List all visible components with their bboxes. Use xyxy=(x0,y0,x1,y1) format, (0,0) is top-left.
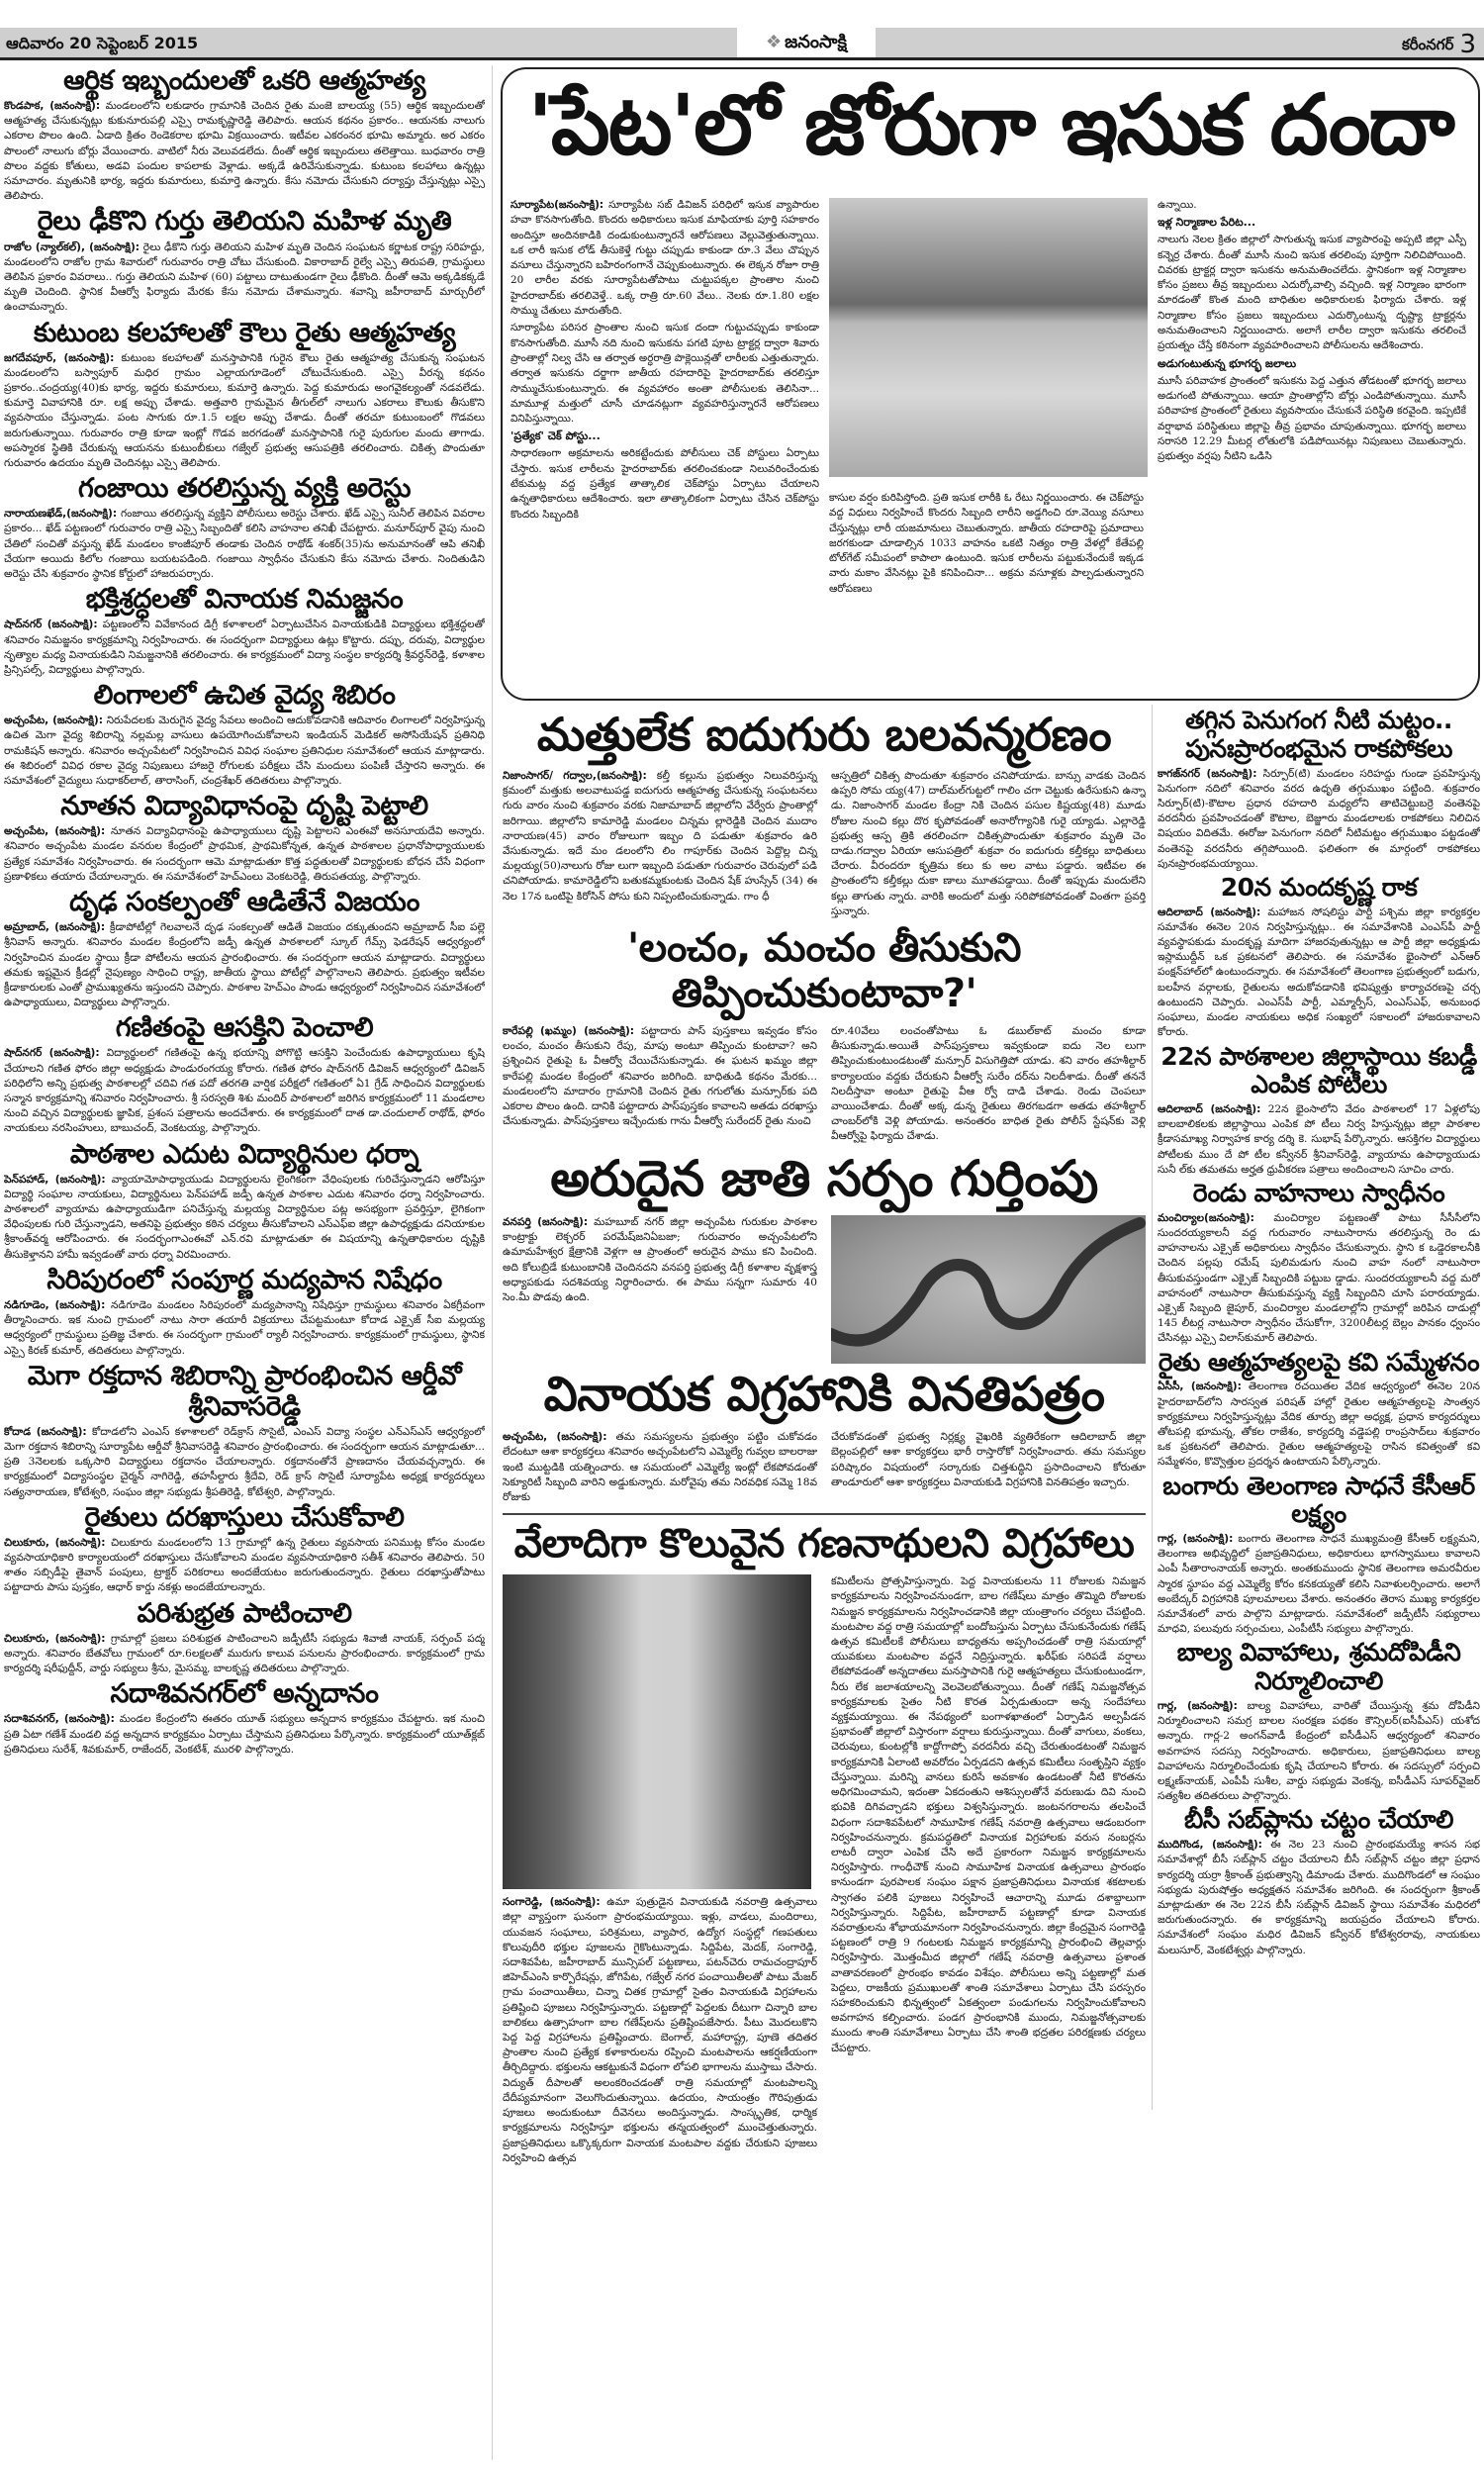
article-text: నాలుగు నెలల క్రితం జిల్లాలో సాగుతున్న ఇసుక వ్యాపారంపై అప్పటి జిల్లా ఎస్పీ కన్నెర్ర చేశారు. దీంతో మూసీ నుంచి ఇసుక తరలింపు పూర్తిగా నిలిచిపోయింది. చివరకు ట్రాక్టర్ల ద్వారా ఇసుకను అనుమతించలేదు. స్థానికంగా ఇళ్ల నిర్మాణాల కోసం ప్రజలు తీవ్ర ఇబ్బందులు ఎదుర్కోవాల్సి వచ్చింది. ఇళ్ల నిర్మాణం భారంగా మారడంతో కొంత మంది బాధితుల అధికారులకు ఫిర్యాదు చేశారు. ఇళ్ల నిర్మాణాల కోసం ప్రజలు ఇబ్బందులు ఎదుర్కొంటున్న దృష్ట్యా ట్రాక్టర్లను అనుమతించాలని నిర్ణయించారు. అలాగే లారీల ద్వారా ఇసుకను తరలించే ప్రయత్నం చేస్తే కఠినంగా వ్యవహరించాలని పోలీసులను ఆదేశించారు. xyxy=(1158,234,1466,352)
article-text: సిర్పూర్(టి) మండలం సరిహద్దు గుండా ప్రవహిస్తున్న పెనుగంగా నదిలో శనివారం వరద ఉధృతి తగ్గుముఖం పట్టింది. శుక్రవారం సిర్పూర్(టి)-కౌటాల ప్రధాన రహదారి మధ్యలోని తాటిచెట్టుబర్రె వంతెనపై వరదనీరు ప్రవహించడంతో కౌటాల, బెజ్జూరు మండలాలకు రాకపోకలు నిలిచిన విషయం విదితమే. ఈరోజు పెనుగంగా నదిలో నీటిమట్టం తగ్గుముఖం పట్టడంతో వంతెనపై వరదనీరు తగ్గిపోయింది. ఫలితంగా ఈ మార్గంలో రాకపోకలు పునఃప్రారంభమయ్యాయి. xyxy=(1158,767,1480,870)
headline: అరుదైన జాతి సర్పం గుర్తింపు xyxy=(550,1149,1098,1207)
newspaper-logo xyxy=(737,28,876,57)
subheading: ఇళ్ల నిర్మాణాల పేరిట... xyxy=(1158,216,1256,230)
article-text: మహబూబ్ నగర్ జిల్లా అచ్చంపేట గురుకుల పాఠశాల కాంట్రాక్టు లెక్చరర్ పరమేష్‌జనిఏబజా; గురువారం అచ్చంపేటలోని ఉమామహేశ్వర క్షేత్రానికి వెళ్లగా ఆ ప్రాంతంలో అరుదైన పాము కని పించింది. అది కోలుబ్రిడే కుటుంబానికి చెందినదని వనపర్తి ప్రభుత్వ డిగ్రీ కళాశాల వృక్షశాస్త్ర అధ్యాపకుడు సదశివయ్య నిర్ధారించారు. ఈ పాము సన్నగా సుమారు 40 సెం.మీ పొడవు ఉంది. xyxy=(503,1216,817,1304)
article-text: రూ.40వేలు లంచంతోపాటు ఓ డబుల్‌కాట్ మంచం కూడా తీసుకున్నాడు.అయితే పాస్‌పుస్తకాలు ఇవ్వకుండా ఐదు నెల లుగా తిప్పించుకుంటుండటంతో మన్సూర్ విసుగెత్తిపో యాడు. శని వారం తహశీల్దార్ కార్యాలయం వద్దకు చేరుకుని వీఆర్వో సురేం దర్‌ను నిలదీశాడు. దీంతో తననే నిలదీస్తావా అంటూ రైతుపై వీఆ ర్వో దాడి చేశాడు. రెండు చెంపలూ వాయించేశాడు. దీంతో అక్క డున్న రైతులు తిరగబడగా అతడు తహశీల్దార్ చాంబర్‌లోకి వెళ్లి పోయాడు. అనంతరం బాధిత రైతు పోలీస్ స్టేషన్‌కు వెళ్లి వీఆర్వోపై ఫిర్యాదు చేశాడు. xyxy=(831,1024,1146,1143)
article-text: వ్యాయామోపాధ్యాయుడు విద్యార్థులను లైంగికంగా వేధింపులకు గురిచేస్తున్నాడని ఆరోపిస్తూ విద్యార్థి సంఘాల నాయకులు, విద్యార్థినులు పెన్‌పహాడ్ జడ్పీ ఉన్నత పాఠశాల ఎదుట శనివారం ధర్నా నిర్వహించారు. పాఠశాలలో వ్యాయామ ఉపాధ్యాయుడిగా పనిచేస్తున్న మల్లయ్య విద్యార్థినుల పట్ల అసభ్యంగా ప్రవర్తిస్తూ, లైగికంగా వేధింపులకు గురి చేస్తున్నాడని, అతనిపై ప్రభుత్వం కఠిన చర్యలు తీసుకోవాలని ఎస్ఎఫ్ఐ జిల్లా ఉపాధ్యక్షుడు దనియాకుల శ్రీకాంత్‌వర్మ ఆరోపించారు. ఈ సందర్భంగాఎంఈవో ఎన్.రవి మాట్లాడుతూ ఈ విషయాన్ని ఉన్నతాధికారుల దృష్టికి తీసుకెళ్తానని హామీ ఇవ్వడంతో వారు ధర్నా విరమించారు. xyxy=(4,1173,485,1261)
headline: రైతు ఆత్మహత్యలపై కవి సమ్మేళనం xyxy=(1158,1347,1480,1377)
article xyxy=(4,206,485,315)
article-text: కమిటీలను ప్రోత్సహిస్తున్నారు. పెద్ద వినాయకులను 11 రోజులకు నిమజ్జన కార్యక్రమాలను నిర్వహించనుండగా, బాల గణేష్‌లు మాత్రం తొమ్మిది రోజులకు నిమజ్జన కార్యక్రమాలను నిర్వహించడానికి జిల్లా యంత్రాంగం చర్యలు చేపట్టింది. మంటపాల వద్ద రాత్రి సమయాల్లో బందోబస్తును ఏర్పాటు చేసుకునేందుకు గణేష్ ఉత్సవ కమిటీలకే పోలీసులు బాధ్యతను అప్పగించడంతో రాత్రి సమయాల్లో యువకులు మంటపాల వద్దనే నిద్రిస్తున్నారు. ఖరీఫ్‌కు సరిపడే వర్షాలు లేకపోవడంతో అన్నదాతలు మనస్తాపానికి గురై ఆత్మహత్యలు చేసుకుంటుండగా, నీరు లేక జలాశయాలన్ని వెలవెలబోతున్నాయి. దీంతో గణేష్ నిమజ్జనోత్సవ కార్యక్రమాలకు సైతం నీటి కొరత ఏర్పడుతుందా అన్న సందేహాలు వ్యక్తమయ్యాయి. ఈ నేపథ్యంలో బంగాళఖాతంలో ఏర్పాడిన అల్పపీడన ప్రభావంతో జిల్లాలో విస్తారంగా వర్షాలు కురుస్తున్నాయి. దీంతో వాగులు, వంకలు, చెరువులు, కుంటల్లోకి కాద్దోగాప్పో వరదనీరు వచ్చి చేరుతుండటంతో నిమజ్జన కార్యక్రమానికి ఏలాంటి అవరోదం ఏర్పడదని ఉత్సవ కమిటీలు సంతృప్తిని వ్యక్తం చేస్తున్నాయి. మరిన్ని వానలు కురిసే అవకాశం ఉండటంతో నీటి కొరతను అధిగమించామని, ఇదంతా ఏకదంతుని ఆశిస్సులతోనే వరుణుడు దివి నుంచి భువికి దిగివచ్చాడని భక్తులు విశ్వసిస్తున్నారు. జంటనగరాలను తలపించే విధంగా సదాశివపేటలో సామూహిక గణేష్ నవరాత్రి ఉత్సవాలు ఆడంబరంగా నిర్వహించనున్నారు. క్రమపద్ధతిలో వినాయక విగ్రహాలకు వరుస నంబర్లను లాటరీ ద్వారా ఎంపిక చేసి అదే ప్రకారంగా నిమజ్జన కార్యక్రమాలను నిర్వహిస్తారు. గాంధీచౌక్ నుంచి సామూహిక వినాయక ఉత్సవాలు ప్రారంభం కానుండగా పురపాలక సంఘం పక్షాన ప్రజాప్రతినిధులు వినాయక శకటాలకు స్వాగతం పలికి పూజలు నిర్వహించే ఆచారాన్ని మూడు దశాబ్దాలుగా నిర్వహిస్తున్నారు. సిద్దిపేట, జహీరాబాద్ పట్టణాల్లో కూడా వినాయక నవరాత్రులను శోభాయమానంగా నిర్వహించనున్నారు. జిల్లా కేంద్రమైన సంగారెడ్డి పట్టణంలో రాత్రి 9 గంటలకు నిమజ్జన కార్యక్రమాన్ని ప్రారంభించి తెల్లవార్లు నిర్వహిస్తారు. మొత్తంమీద జిల్లాలో గణేష్ నవరాత్రి ఉత్సవాలు ప్రశాంత వాతావరణంలో ప్రారంభం కావడం విశేషం. పోలీసులు అన్ని పట్టణాల్లో మత పెద్దలు, రాజకీయ ప్రముఖులతో శాంతి సమావేశాలు ఏర్పాటు చేసి పరస్పరం సహకరించుకుని భిన్నత్వంలో ఏకత్వంలా పండుగలను నిర్వహించుకోవాలని అవగాహన కల్పించారు. పండగ ప్రారంభానికి ముందు, నిమజ్జనోత్సవాలకు ముందు శాంతి సమావేశాలు ఏర్పాటు చేసి శాంతి భద్రతల పరిరక్షణకు చర్యలు చేపట్టారు. xyxy=(831,1575,1146,2054)
article xyxy=(503,709,1146,921)
dateline: సూర్యాపేట(జనంసాక్షి): xyxy=(510,199,604,211)
sand-pile-photo xyxy=(829,198,1148,477)
headline: దృఢ సంకల్పంతో ఆడితేనే విజయం xyxy=(69,887,419,918)
snake-illustration xyxy=(831,1215,1146,1364)
headline: వేలాదిగా కొలువైన గణనాథులని విగ్రహాలు xyxy=(513,1521,1135,1568)
headline: తగ్గిన పెనుగంగ నీటి మట్టం.. పునఃప్రారంభమైన రాకపోకలు xyxy=(1185,706,1452,763)
headline: రెండు వాహనాలు స్వాధీనం xyxy=(1192,1179,1445,1208)
edition-label xyxy=(1402,30,1476,59)
dateline: రాజోల (న్యాల్‌కల్), (జనంసాక్షి): xyxy=(4,240,140,253)
article-text: కల్తీ కల్లును ప్రభుత్వం నిలువరిస్తున్న క్రమంలో మత్తుకు అలవాటుపడ్డ ఐదుగురు ఆత్మహత్య చేసుకున్న సంఘటనలు గురు వారం నుంచి శుక్రవారం వరకు నిజామాబాద్ జిల్లాలోని వేర్వేరు ప్రాంతాల్లో జరిగాయి. జిల్లాలోని కామారెడ్డి మండలం చిన్నమ ల్లారెడ్డికి చెందిన ముదాం నారాయణ(45) వారం రోజులుగా ఇబ్బం ది పడుతూ శుక్రవారం ఉరి వేసుకున్నాడు. ఇదే మం డలంలోని లిం గాపూర్‌కు చెందిన పెద్దొల్ల చిన్న మల్లయ్య(50)నాలుగు రోజు లుగా ఇబ్బంది పడుతూ గురువారం చెరువులో పడి చనిపోయాడు. కామారెడ్డిలోని బతుకమ్మకుంటకు చెందిన షేక్ హుస్సేన్ (34) ఈ నెల 17న ఒంటిపై కిరోసిన్ పోసు కుని నిప్పంటించుకున్నాడు. గాం ధీ xyxy=(503,769,818,903)
article xyxy=(1158,1639,1480,1804)
article-text: మంచిర్యాల పట్టణంతో పాటు సీసీసీలోని సుందరయ్యకాలనీ వద్ద గురువారం నాటుసారాను తరలిస్తున్న రెం డు వాహనాలను ఎక్సైజ్ అధికారులు స్వాధీనం చేసుకున్నారు. స్థాని క ఒడ్డెరకాలనీకి చెందిన పల్లపు రమేష్ పులిమడుగు నుంచి వాహ నంలో నాటుసారా తీసుకువస్తుండగా ఎక్సైజ్ సిబ్బందికి పట్టుబ డ్డాడు. సుందరయ్యకాలనీ వద్ద మరో వాహనంలో నాటుసారా తీసుకువస్తున్న వ్యక్తి సిబ్బందిని చూసి పరారయ్యాడు. ఎక్సైజ్ సిబ్బంది జైపూర్, మంచిర్యాల మండలాల్లోని గ్రామాల్లో జరిపిన దాడుల్లో 145 లీటర్ల నాటుసారా స్వాధీనం చేసుకోగా, 3200లీటర్ల బెల్లం పానకం ధ్వంసం చేసినట్లు ఎస్సై విలాస్‌కుమార్ తెలిపారు. xyxy=(1158,1211,1480,1345)
article xyxy=(4,1361,485,1500)
article-text: పట్టణంలోని వివేకానంద డిగ్రీ కళాశాలలో ఏర్పాటుచేసిన వినాయకుడికి విద్యార్థులు భక్తిశ్రద్ధలతో శనివారం నిమజ్జనం కార్యక్రమాన్ని నిర్వహించారు. ఈ సందర్భంగా విద్యార్థులు ఉట్లు కొట్టారు. దప్పు, దరువు, విద్యార్థుల నృత్యాల మధ్య వినాయకుడిని నిమజ్జనానికి తరలించారు. ఈ కార్యక్రమంలో విద్యా సంస్థల కార్యదర్శి శ్రీవర్ధన్‌రెడ్డి, కళాశాల ప్రిన్సిపల్స్, విద్యార్థులు పాల్గొన్నారు. xyxy=(4,618,485,676)
dateline: చిలుకూరు, (జనంసాక్షి): xyxy=(4,1536,106,1549)
page-number: 3 xyxy=(1459,30,1476,59)
article xyxy=(1158,1806,1480,1957)
article-text: సూర్యాపేట పరిసర ప్రాంతాల నుంచి ఇసుక దందా గుట్టుచప్పుడు కాకుండా కొనసాగుతోంది. మూసీ నది నుంచి ఇసుకను పగటి పూట ట్రాక్టర్ల ద్వారా శివారు ప్రాంతాల్లో నిల్వ చేసి ఆ తర్వాత అర్ధరాత్రి పొక్లెయిన్లతో లారీలకు ఎత్తుతున్నారు. తర్వాత ఇసుకను దర్జాగా జాతీయ రహదారిపై హైదరాబాద్‌కు తరలిస్తూ సొమ్ముచేసుకుంటున్నారు. ఈ వ్యవహారం అంతా పోలీసులకు తెలిసినా... మామూళ్ల మత్తులో చూసీ చూడనట్లుగా వ్యవహరిస్తున్నారనే ఆరోపణలు వినిపిస్తున్నాయి. xyxy=(510,322,819,426)
issue-date: ఆదివారం 20 సెప్టెంబర్ 2015 xyxy=(6,34,199,52)
dateline: ఆదిలాబాద్ (జనంసాక్షి): xyxy=(1158,905,1261,918)
article xyxy=(503,1368,1146,1507)
dateline: కారేపల్లి (ఖమ్మం) (జనంసాక్షి): xyxy=(503,1024,635,1037)
article-text: మండలంలోని లకుడారం గ్రామానికి చెందిన రైతు మంజె బాలయ్య (55) ఆర్థిక ఇబ్బందులతో ఆత్మహత్య చేసుకున్నట్లు కుకునూరుపల్లి ఎస్సై రామకృష్ణారెడ్డి తెలిపారు. ఆయన కథనం ప్రకారం.. ఆయనకు నాలుగు ఎకరాల పొలం ఉంది. ఏడాది క్రితం రెండెకరాల భూమి విక్రయించారు. ఇటీవల ఎకరంనర భూమి అమ్మారు. అర ఎకరం పొలంలో నాలుగు బోర్లు వేయించారు. వాటిలో నీరు వెలువడలేదు. దీంతో ఆర్థిక ఇబ్బందులు తలెత్తాయి. బుధవారం రాత్రి పొలం వద్దకు కోతులు, అడవి పందుల కాపలాకు వెళ్లాడు. అక్కడే ఉరివేసుకున్నాడు. కుటుంబ కలహాలు ఉన్నట్లు సమాచారం. మృతునికి భార్య, ఇద్దరు కుమారులు, కుమార్తె ఉన్నారు. కేసు నమోదు చేసుకుని దర్యాప్తు చేస్తున్నట్లు ఎస్సై తెలిపారు. xyxy=(4,100,485,203)
dateline: కోదాడ (జనంసాక్షి): xyxy=(4,1425,87,1438)
feature-story-box xyxy=(501,67,1480,701)
headline: రైతులు దరఖాస్తులు చేసుకోవాలి xyxy=(84,1501,405,1533)
article xyxy=(1158,1349,1480,1471)
middle-column xyxy=(503,705,1146,2466)
article-text: తమ సమస్యలను ప్రభుత్వం పట్టిం చుకోవడం లేదంటూ ఆశా కార్యకర్తలు శనివారం అచ్చంపేటలోని ఎమ్మెల్యే గువ్వల బాలరాజు ఇంటి ముట్టడికి యత్నించారు. ఆ సమయంలో ఎమ్మెల్యే ఇంట్లో లేకపోవడంతో సెక్యూరిటీ సిబ్బంది వారిని అడ్డుకున్నారు. మరోవైపు తమ నిరవధిక సమ్మె 18వ రోజుకు xyxy=(503,1431,817,1504)
headline: బీసీ సబ్‌ప్లాను చట్టం చేయాలి xyxy=(1184,1805,1453,1835)
dateline: అమ్రాబాద్, (జనంసాక్షి): xyxy=(4,921,106,934)
dateline: నడిగూడెం, (జనంసాక్షి): xyxy=(4,1298,106,1311)
article-text: మూసీ పరివాహక ప్రాంతంలో ఇసుకను పెద్ద ఎత్తున తోడటంతో భూగర్భ జలాలు అడుగంటి పోతున్నాయి. ఆయా ప్రాంతాల్లోని బోర్లు ఎండిపోతున్నాయి. మూసీ పరివాహక ప్రాంతంలో రైతులు వ్యవసాయం చేసుకునే పరిస్థితి కరవైంది. ఇప్పటికే వర్షాభావ పరిస్థితులు జిల్లాపై తీవ్ర ప్రభావం చూపుతున్నాయి. భూగర్భ జలాలు సరాసరి 12.29 మీటర్ల లోతులోకి పడిపోయినట్లు నిపుణులు చెబుతున్నారు. ప్రభుత్వం వర్షపు నీటిని ఒడిసి xyxy=(1158,374,1466,463)
dateline: అచ్చంపేట, (జనంసాక్షి): xyxy=(4,714,103,727)
feature-column-1 xyxy=(510,198,819,693)
headline: కుటుంబ కలహాలతో కౌలు రైతు ఆత్మహత్య xyxy=(33,317,456,348)
headline: 20న మందకృష్ణ రాక xyxy=(1220,872,1418,902)
feature-column-3 xyxy=(1158,198,1466,693)
article-text: బాల్య వివాహాలు, వారితో చేయిస్తున్న శ్రమ దోపిడీని నిర్మూలించాలని సమగ్ర బాలల సంరక్షణ పథకం కౌన్సిలర్(ఐసీపీఎస్) యశోద అన్నారు. గార్ల-2 అంగన్‌వాడీ కేంద్రంలో ఐసీడీఎస్ ఆధ్వర్యంలో శనివారం అవగాహన సదస్సు నిర్వహించారు. అధికారులు, ప్రజాప్రతినిధులు బాల్య వివాహాలను నిర్మూలించేందుకు కృషి చేయాలని కోరారు. ఈ సదస్సులో సర్పంచి లక్ష్మణ్‌నాయక్, ఎంపీపీ సుశీల, వార్డు సభ్యుడు వెంకన్న, ఐసీడీఎస్ సూపర్‌వైజర్ సత్యశీల తదితరులు పాల్గొన్నారు. xyxy=(1158,1699,1480,1803)
article-text: గ్రామాల్లో ప్రజలు పరిశుభ్రత పాటించాలని జడ్పీటీసీ సభ్యుడు శివాజీ నాయక్, సర్పంచ్ పద్మ అన్నారు. శనివారం బేతవోలు గ్రామంలో రూ.6లక్షలతో మురుగు కాలువ పనులను ప్రారంభించారు. కార్యక్రమంలో గ్రామ కార్యదర్శి షరీఫుద్దీన్, వార్డు సభ్యులు శ్రీను, మైసమ్మ, బాలకృష్ణ తదితరులు పాల్గొన్నారు. xyxy=(4,1632,485,1675)
masthead-bar xyxy=(0,28,1484,60)
headline: మెగా రక్తదాన శిబిరాన్ని ప్రారంభించిన ఆర్డీవో శ్రీనివాసరెడ్డి xyxy=(27,1360,462,1422)
headline: ఆర్థిక ఇబ్బందులతో ఒకరి ఆత్మహత్య xyxy=(63,65,425,96)
feature-column-2 xyxy=(829,491,1144,693)
article-text: క్రీడాపోటీల్లో గెలవాలనే దృఢ సంకల్పంతో ఆడితే విజయం దక్కుతుందని అమ్రాబాద్ సీఐ పల్లె శ్రీనివాస్ అన్నారు. శనివారం మండల కేంద్రంలోని జడ్పీ ఉన్నత పాఠశాలలో స్కూల్ గేమ్స్ ఫెడరేషన్ ఆధ్వర్యంలో నిర్వహించిన మండల స్థాయి క్రీడా పోటీలను ఆయన ప్రారంభించారు. ఈ సందర్భంగా ఆయన మాట్లాడారు. విద్యార్థులు తమకు ఇష్టమైన క్రీడల్లో నైపుణ్యం సాధించి రాష్ట్ర, జాతీయ స్థాయి పోటీల్లో పాల్గొనాలని తెలిపారు. ప్రభుత్వం ఇటీవల క్రీడాకారులకు ఎంతో ప్రాముఖ్యతను ఇస్తుందని చెప్పారు. పాఠశాల హెచ్‌ఎం పాండు ఆధ్వర్యంలో నిర్వహించిన సమావేశంలో ఉపాధ్యాయులు, విద్యార్థులు పాల్గొన్నారు. xyxy=(4,921,485,1009)
article xyxy=(4,584,485,678)
article xyxy=(4,473,485,582)
article-text: తెలంగాణ రచయితల వేదిక ఆధ్వర్యంలో ఈనెల 20న హైదరాబాద్‌లోని సారస్వత పరిషత్ హాల్లో రైతుల ఆత్మహత్యలపై సాంత్వన కార్యక్రమాలు నిర్వహిస్తున్నట్లు వేదిక తూర్పు జిల్లా అధ్యక్ష, ప్రధాన కార్యదర్శులు తోటపల్లి భూమన్న, తోకల రాజేశం, కార్యదర్శి వడ్డెపల్లి రాంప్రసాద్‌లు శుక్రవారం ఒక ప్రకటనలో తెలిపారు. రైతుల ఆత్మహత్యలపై రాసిన కవిత్వంతో కవి సమ్మేళనం, కొవ్వొత్తుల ప్రదర్శన ఉంటాయని పేర్కొన్నారు. xyxy=(1158,1380,1480,1469)
article xyxy=(1158,874,1480,1041)
column-divider xyxy=(492,65,493,2460)
article xyxy=(1158,707,1480,872)
article xyxy=(1158,1043,1480,1179)
article xyxy=(503,925,1146,1147)
article-text: మహాజన సోషలిస్టు పార్టీ పశ్చిమ జిల్లా కార్యకర్తల సమావేశం ఈనెల 20న నిర్వహిస్తున్నట్లు.. ఈ సమావేశానికి ఎంఎస్‌పీ పార్టీ వ్యవస్థాపకుడు మందకృష్ణ మాదిగా హాజరవుతున్నట్లు ఆ పార్టీ జిల్లా అధ్యక్షుడు ఇస్లాముద్దీన్ ఒక ప్రకటనలో తెలిపారు. ఈ సమావేశం భైంసాలో ఎన్ఆర్ పంక్షన్‌హాల్‌లో ఉంటుందన్నారు. ఈ సమావేశంలో తెలంగాణ ప్రభుత్వంలో బడుగు, బలహీన వర్గాలకు, రైతులను అదుకోవడానికి భవిష్యత్తు కార్యాచరణపై చర్చ ఉంటుందని చెప్పారు. ఎంఎస్‌పీ పార్టీ, ఎమ్మార్పీస్, ఎంఎస్ఎఫ్, అనుబంధ సంఘాలు, మండల నాయకులు అధిక సంఖ్యలో సకాలంలో హాజరుకావాలని కోరారు. xyxy=(1158,905,1480,1039)
headline: బంగారు తెలంగాణ సాధనే కేసీఆర్ లక్ష్యం xyxy=(1162,1471,1475,1529)
article xyxy=(503,1521,1146,2168)
article xyxy=(1158,1473,1480,1638)
dateline: ఆదిలాబాద్ (జనంసాక్షి): xyxy=(1158,1103,1261,1115)
dateline: కొండపాక, (జనంసాక్షి): xyxy=(4,100,101,113)
section-divider xyxy=(503,1513,1146,1515)
article-text: చిలుకూరు మండలంలోని 13 గ్రామాల్లో ఉన్న రైతులు వ్యవసాయ పనిముట్ల కోసం మండల వ్యవసాయాధికారి కార్యాలయంలో దరఖాస్తులు చేసుకోవాలని మండల వ్యవసాయాధికారి సతీశ్ శనివారం తెలిపారు. 50 శాతం సబ్సిడీపై తైవాన్ పంపులు, ట్రాక్టర్ పరికరాలు అందజేయటం జరుగుతుందన్నారు. రైతులు దరఖాస్తుతోపాటు పట్టాదారు పాసు పుస్తకం, ఆధార్ కార్డు నకళ్లు అందజేయాలన్నారు. xyxy=(4,1536,485,1594)
column-divider xyxy=(1152,705,1153,2110)
dateline: నిజాంసాగర్/ గద్వాల,(జనంసాక్షి): xyxy=(503,769,647,782)
article xyxy=(4,65,485,204)
article-text: ఉమా పుత్రుడైన వినాయకుడి నవరాత్రి ఉత్సవాలు జిల్లా వ్యాప్తంగా ఘనంగా ప్రారంభమయ్యాయి. ఇళ్లు, వాడలు, మందిరాలు, యువజన సంఘాలు, పరిశ్రమలు, వ్యాపార, ఉద్యోగ సంస్థల్లో గణపతులు కొలువుదీరి భక్తుల పూజలను గైకొంటున్నాడు. సిద్దిపేట, మెదక్, సంగారెడ్డి, సదాశివపేట, జహీరాబాద్ మున్సిపల్ పట్టణాలు, పటన్‌చెరు రామచంద్రాపూర్ జిహెచ్‌ఎంసి కార్పొరేషన్లు, జోగిపేట, గజ్వేల్ నగర పంచాయితీలతో పాటు మేజర్ గ్రామ పంచాయితీలు, చిన్నా చితక గ్రామాల్లో సైతం వినాయకుడి విగ్రహాలను ప్రతిష్టించి పూజలు నిర్వహిస్తున్నారు. పట్టణాల్లో పెద్దలకు దీటుగా చిన్నారి బాల బాలికలు ఉత్సాహంగా బాల గణేష్‌లను ప్రతిష్టింపజేసారు. పీటు మొదలుకొని పెద్ద పెద్ద విగ్రహాలను ప్రతిష్టించారు. బెంగాల్, మహారాష్ట్ర, పూణె తదితర ప్రాంతాల నుంచి ప్రత్యేక కళాకారులను రప్పించి మంటపాలను ఆకర్షణీయంగా తీర్చిదిద్దారు. భక్తులను ఆకట్టుకునే విధంగా లోపలి భాగాలను ముస్తాబు చేసారు. విద్యుత్ దీపాలతో అలంకరించడంతో రాత్రి సమయాల్లో మంటపాలన్ని దేదీప్యమానంగా వెలుగొందుతున్నాయి. ఉదయం, సాయంత్రం గౌరిపుత్రుడు పూజలు అందుకుంటూ దీవెనలు అందిస్తున్నాడు. సాంస్కృతిక, ధార్మిక కార్యక్రమాలను నిర్వహిస్తూ భక్తులను తన్మయత్వంలో ముంచెత్తుతున్నారు. ప్రజాప్రతినిధులు ఒక్కొక్కరుగా వినాయక మంటపాల వద్దకు చేరుకుని పూజలు నిర్వహించి ఉత్సవ xyxy=(503,1896,818,2164)
article xyxy=(4,1502,485,1596)
dateline: నారాయణఖేడ్,(జనంసాక్షి): xyxy=(4,508,118,521)
article-text: విద్యార్థులలో గణితంపై ఉన్న భయాన్ని పోగొట్టి ఆసక్తిని పెంచేందుకు ఉపాధ్యాయులు కృషి చేయాలని గణిత ఫోరం జిల్లా అధ్యక్షుడు పాండురంగయ్య కోరారు. గణిత ఫోరం షాద్‌నగర్ డివిజన్ ఆధ్వర్యంలో డివిజన్ పరిధిలోని అన్ని ప్రభుత్వ పాఠశాలల్లో చదివి గత పదో తరగతి వార్షిక పరీక్షలో గణితంలో ఏ1 గ్రేడ్ సాధించిన విద్యార్థులకు సన్మాన కార్యక్రమాన్ని శనివారం నిర్వహించారు. శ్రీ సరస్వతి శిశు మందిర్ పాఠశాలలో జరిగిన కార్యక్రమంలో 11 మండలాల నుంచి వచ్చిన విద్యార్థులకు జ్ఞాపిక, ప్రశంస పత్రాలను అందచేశారు. ఈ కార్యక్రమంలో దాత డా.చందులాల్ రాథోడ్, ఫోరం నాయకులు నరసింహులు, బాబుచంద్, వెంకటయ్య, పాల్గొన్నారు. xyxy=(4,1047,485,1135)
right-column xyxy=(1158,705,1480,2466)
dateline: గార్ల, (జనంసాక్షి): xyxy=(1158,1533,1234,1546)
dateline: షాద్‌నగర్ (జనంసాక్షి): xyxy=(4,618,98,631)
article-text: బంగారు తెలంగాణ సాధనే ముఖ్యమంత్రి కేసీఆర్ లక్ష్యమని, తెలంగాణ అభివృద్ధిలో ప్రజాప్రతినిధులు, అధికారులు భాగస్వాములు కావాలని ఎంపీ సీతారాంనాయక్ అన్నారు. అంతకుముందు స్థానిక తెలంగాణ అమరవీరుల స్మారక స్థూపం వద్ద ఎమ్మెల్యే కోరం కనకయ్యతో కలిసి నివాళులర్పించారు. అలాగే అంబేద్కర్ విగ్రహానికి పూలమాలలు వేశారు. అనంతరం తెరాస ముఖ్య కార్యకర్తల సమావేశంలో వారు పాల్గొని మాట్లాడారు. సమావేశంలో జడ్పీటీసీ సభ్యురాలు మాధవి, పలువురు సర్పంచులు, ఎంపీటీసీ సభ్యులు పాల్గొన్నారు. xyxy=(1158,1533,1480,1636)
dateline: సదాశివనగర్, (జనంసాక్షి): xyxy=(4,1713,115,1726)
article xyxy=(4,318,485,472)
dateline: ముదిగొండ, (జనంసాక్షి): xyxy=(1158,1839,1262,1852)
article xyxy=(4,1598,485,1677)
article xyxy=(4,1139,485,1263)
dateline: అచ్చంపేట, (జనంసాక్షి): xyxy=(4,825,106,838)
article-text: కుటుంబ కలహాలతో మనస్తాపానికి గురైన కౌలు రైతు ఆత్మహత్య చేసుకున్న సంఘటన మండలంలోని బస్వాపూర్ మధిర గ్రామం ఎల్లాయగూడెంలో చోటుచేసుకుంది. ఎస్సై వీరన్న కథనం ప్రకారం..చంద్రయ్య(40)కు భార్య, ఇద్దరు కుమారులు, కుమార్తె ఉన్నారు. పెద్ద కుమారుడు అంగవైకల్యంతో నడవలేడు. కుమార్తె వివాహానికి రూ. లక్ష అప్పు చేశాడు. అత్తవారి గ్రామమైన తీగుల్‌లో నాలుగు ఎకరాలు కౌలుకు తీసుకొని వ్యవసాయం చేస్తున్నాడు. పంట సాగుకు రూ.1.5 లక్షల అప్పు చేశాడు. దీంతో తరచూ కుటుంబంలో గొడవలు జరుగుతున్నాయి. గురువారం రాత్రి కూడా ఇంట్లో గొడవ జరగడంతో మనస్తాపానికి గురై పురుగుల మందు తాగాడు. అపస్మారక స్థితికి చేరుకున్న ఆయనను కుటుంబీకులు గజ్వేల్ ప్రభుత్వ ఆసుపత్రికి తరలించారు. చికిత్స పొందుతూ గురువారం ఉదయం మృతి చెందినట్లు ఎస్సై తెలిపారు. xyxy=(4,351,485,469)
subheading: 'ప్రత్యేక' చెక్ పోస్టు... xyxy=(510,429,601,443)
article-text: ఈ నెల 23 నుంచి ప్రారంభమయ్యే శాసన సభ సమావేశాల్లో బీసీ సబ్‌ప్లాన్ చట్టం చేయాలని బీసీ సబ్‌ప్లాన్ చట్టం జిల్లా ప్రధాన కార్యదర్శి యర్రా శ్రీకాంత్ ప్రభుత్వాన్ని డిమాండు చేశారు. ముదిగొండలో ఆ సంఘం సభ్యుడు పురుషోత్తం అధ్యక్షతన సమావేశం జరిగింది. ఈ సందర్భంగా శ్రీకాంత్ మాట్లాడుతూ ఈ నెల 22న బీసీ సబ్‌ప్లాన్ డివిజన్ స్థాయి సమావేశం మధిరలో జరుగుతుందన్నారు. ఈ కార్యక్రమాన్ని జయప్రదం చేయాలని కోరారు. సమావేశంలో సంఘం మధిర డివిజన్ కన్వీనర్ కోటేశ్వరరావు, నాయకులు మలుసూర్, వెంకటేశ్వర్లు పాల్గొన్నారు. xyxy=(1158,1839,1480,1956)
dateline: ఏసీసీ, (జనంసాక్షి): xyxy=(1158,1380,1242,1393)
article-text: చేరుకోవడంతో ప్రభుత్వ నిర్లక్ష్య వైఖరికి వ్యతిరేకంగా ఆదిలాబాద్ జిల్లా బెల్లంపల్లిలో ఆశా కార్యకర్తలు భారీ రాస్తారోకో నిర్వహించారు. తమ సమస్యల పరిష్కారం విషయంలో సర్కారుకు చిత్తశుద్ధిని ప్రసాదించాలని కోరుతూ తాండూరులో ఆశా కార్యకర్తలు వినాయకుడి విగ్రహానికి వినతిపత్రం ఇచ్చారు. xyxy=(831,1431,1146,1488)
dateline: పెన్‌పహాడ్, (జనంసాక్షి): xyxy=(4,1173,106,1186)
headline: 22న పాఠశాలల జిల్లాస్థాయి కబడ్డీ ఎంపిక పోటీలు xyxy=(1160,1041,1477,1099)
article-text: నిరుపేదలకు మెరుగైన వైద్య సేవలు అందించి ఆదుకోవడానికి ఆదివారం లింగాలలో నిర్వహిస్తున్న ఉచిత మెగా వైద్య శిబిరాన్ని నల్లమల్ల వాసులు ఉపయోగించుకోవాలని ఇండియన్ మెడికల్ అసోసియేషన్ ప్రతినిధి రామకిషన్ అన్నారు. శనివారం అచ్చంపేటలో నిర్వహించిన వివిధ సంఘాల ప్రతినిధుల సమావేశంలో ఆయన మాట్లాడారు. ఈ శిబిరంలో వివిధ రకాల వైద్య నిపుణులు హాజరై రోగులకు పరీక్షలు చేసి మందులు పంపిణీ చేస్తారని అన్నారు. ఈ సమావేశంలో వైద్యులు సుధాకర్‌లాల్, తారాసింగ్, చంద్రశేఖర్ తదితరులు పాల్గొన్నారు. xyxy=(4,714,485,787)
dateline: షాద్‌నగర్ (జనంసాక్షి): xyxy=(4,1047,100,1060)
logo-text: జనంసాక్షి xyxy=(785,32,847,52)
article-text: సూర్యాపేట సబ్ డివిజన్ పరిధిలో ఇసుక వ్యాపారుల హవా కొనసాగుతోంది. కొందరు అధికారులు ఇసుక మాఫియాకు పూర్తి సహకారం అందిస్తూ అందినకాడికి దండుకుంటున్నారనే ఆరోపణలు వెల్లువెత్తుతున్నాయి. ఒక లారీ ఇసుక లోడ్ తీసుకెళ్తే గుట్టు చప్పుడు కాకుండా రూ.3 వేలు చొప్పున వసూలు చేస్తున్నారని బహిరంగంగానే చెప్పుకుంటున్నారు. ఈ లెక్కన రోజూ రాత్రి 20 లారీల వరకు సూర్యాపేటతోపాటు చుట్టుపక్కల ప్రాంతాల నుంచి హైదరాబాద్‌కు తరలివెళ్తే.. ఒక్క రాత్రి రూ.60 వేలు.. నెలకు రూ.1.80 లక్షల సొమ్ము చేతులు మారుతోంది. xyxy=(510,199,819,318)
article xyxy=(4,1265,485,1359)
headline: గంజాయి తరలిస్తున్న వ్యక్తి అరెస్టు xyxy=(78,473,411,505)
headline: పరిశుభ్రత పాటించాలి xyxy=(137,1597,352,1629)
headline: సదాశివనగర్‌లో అన్నదానం xyxy=(110,1678,379,1710)
edition-name: కరీంనగర్ xyxy=(1401,36,1454,53)
article-text: మండల కేంద్రంలోని ఈతరం యూత్ సభ్యులు అన్నదాన కార్యక్రమం చేపట్టారు. ఇక నుంచి ప్రతి ఏటా గణేశ్ మండలి వద్ద అన్నదాన కార్యక్రమం ఏర్పాటు చేస్తామని ప్రతినిధులు పేర్కొన్నారు. కార్యక్రమంలో యూత్‌క్లబ్ ప్రతినిధులు సురేశ్, శివకుమార్, రాజేందర్, వెంకటేశ్, మురళి పాల్గొన్నారు. xyxy=(4,1713,485,1756)
article xyxy=(4,791,485,885)
article-text: సాధారణంగా అక్రమాలను అరికట్టేందుకు పోలీసులు చెక్ పోస్టులు ఏర్పాటు చేస్తారు. ఇసుక లారీలను హైదరాబాద్‌కు తరలించకుండా నిలువరించేందుకు టేకుమట్ల వద్ద ప్రత్యేక తాత్కాలిక చెక్‌పోస్టు ఏర్పాటు చేయాలని ఉన్నతాధికారులు ఆదేశించారు. ఇలా తాత్కాలికంగా ఏర్పాటు చేసిన చెక్‌పోస్టు కొందరు సిబ్బందికి xyxy=(510,447,819,521)
article-text: గంజాయి తరలిస్తున్న వ్యక్తిని పోలీసులు అరెస్టు చేశారు. ఖేడ్ ఎస్సై సునీల్ తెలిపిన వివరాల ప్రకారం... ఖేడ్ పట్టణంలో గురువారం రాత్రి ఎస్సై సిబ్బందితో కలిసి వాహనాల తనిఖీ చేపట్టారు. మనూర్‌పూర్ వైపు నుంచి చేతిలో సంచితో వస్తున్న ఖేడ్ మండలం కాంజీపూర్ తండాకు చెందిన రాథోడ్ శంకర్(35)ను అనుమానంతో ఆపి తనిఖీ చేయగా అయిదు కిలోల గంజాయి బయటపడింది. గంజాయి స్వాధీనం చేసుకుని కేసు నమోదు చేశారు. నిందితుడిని అరెస్టు చేసి శుక్రవారం స్థానిక కోర్టులో హాజరుపర్చారు. xyxy=(4,508,485,581)
left-column xyxy=(4,63,485,2458)
headline: గణితంపై ఆసక్తిని పెంచాలి xyxy=(115,1012,374,1044)
headline: రైలు ఢీకొని గుర్తు తెలియని మహిళ మృతి xyxy=(37,206,452,238)
dateline: గార్ల, (జనంసాక్షి): xyxy=(1158,1699,1238,1712)
headline: నూతన విద్యావిధానంపై దృష్టి పెట్టాలి xyxy=(60,791,428,822)
article xyxy=(4,1012,485,1136)
article-text: రైలు ఢీకొని గుర్తు తెలియని మహిళ మృతి చెందిన సంఘటన కర్ణాటక రాష్ట్ర సరిహద్దు, మండలంలోని రాజోల గ్రామ శివారులో గురువారం రాత్రి చోటు చేసుకుంది. వికారాబాద్ రైల్వే ఎస్సై తిరుపతి, గ్రామస్థులు తెలిపిన ప్రకారం వివరాలు.. గుర్తు తెలియని మహిళ (60) పట్టాలు దాటుతుండగా రైలు ఢీకొంది. దీంతో ఆమె అక్కడికక్కడే మృతి చెందింది. స్థానిక వీఆర్వో ఫిర్యాదు మేరకు కేసు నమోదు చేశామన్నారు. శవాన్ని జహీరాబాద్ మార్చురీలో ఉంచామన్నారు. xyxy=(4,240,485,314)
dateline: అచ్చంపేట, (జనంసాక్షి): xyxy=(503,1431,607,1444)
logo-emblem-icon: ❖ xyxy=(765,32,783,52)
subheading: అడుగంటుతున్న భూగర్భ జలాలు xyxy=(1158,356,1297,370)
article xyxy=(4,680,485,789)
article xyxy=(4,1678,485,1758)
dateline: మంచిర్యాల(జనంసాక్షి): xyxy=(1158,1211,1254,1224)
dateline: జగదేవపూర్, (జనంసాక్షి): xyxy=(4,351,115,364)
headline: బాల్య వివాహాలు, శ్రమదోపిడీని నిర్మూలించాలి xyxy=(1176,1638,1461,1696)
article-text: కాసుల వర్షం కురిపిస్తోంది. ప్రతి ఇసుక లారీకి ఓ రేటు నిర్ణయించారు. ఈ చెక్‌పోస్టు వద్ద విధులు నిర్వహించే కొందరు సిబ్బంది లారీని అడ్డగించి రూ.వెయ్యి వసూలు చేస్తున్నట్లు లారీ యజమానులు చెబుతున్నారు. జాతీయ రహదారిపై ప్రమాదాలు జరగకుండా చూడాల్సిన 1033 వాహనం ఒకటి నిత్యం రాత్రి వేళల్లో కేతేపల్లి టోల్‌గేట్ సమీపంలో కాపాలా ఉంటుంది. ఇసుక లారీలను పట్టుకునేందుకే ఇక్కడ వారు మకాం వేసినట్లు పైకి కనిపించినా... అక్రమ వసూళ్లకు పాల్పడుతున్నారని ఆరోపణలు xyxy=(829,492,1144,595)
headline: పాఠశాల ఎదుట విద్యార్థినుల ధర్నా xyxy=(69,1138,419,1170)
dateline: కాగజ్‌నగర్ (జనంసాక్షి): xyxy=(1158,767,1257,780)
headline: 'లంచం, మంచం తీసుకుని తిప్పించుకుంటావా?' xyxy=(627,924,1021,1016)
article-text: కోదాడలోని ఎంఎస్ కళాశాలలో రెడ్‌క్రాస్ సొసైటీ, ఎంఎస్ విద్యా సంస్థల ఎన్‌ఎస్‌ఎస్ ఆధ్వర్యంలో మెగా రక్తదాన శిబిరాన్ని సూర్యాపేట ఆర్డీవో శ్రీనివాసరెడ్డి శనివారం ప్రారంభించారు. ఈ సందర్భంగా ఆయన మాట్లాడుతూ... ప్రతి 3నెలలకు ఒక్కసారి విద్యార్థులు రక్తదానం చేయాలన్నారు. రక్తదానంతోనే ప్రాణదానం చేయవచ్చన్నారు. ఈ కార్యక్రమంలో విద్యాసంస్థల చైర్మన్ నాగిరెడ్డి, తహసీల్దారు శ్రీదేవి, రెడ్ క్రాస్ సొసైటీ సూర్యాపేట అధ్యక్ష కార్యదర్శులు సత్యనారాయణ, కోటేశ్వరి, సంఘం జిల్లా సభ్యుడు శ్రీపతిరెడ్డి, కోటేశ్వరి, పాల్గొన్నారు. xyxy=(4,1425,485,1498)
headline: లింగాలలో ఉచిత వైద్య శిబిరం xyxy=(93,680,396,712)
feature-headline: 'పేట'లో జోరుగా ఇసుక దందా xyxy=(527,76,1453,173)
article-text: పట్టాదారు పాస్ పుస్తకాలు ఇవ్వడం కోసం లంచం, మంచం తీసుకుని రేపు, మాపు అంటూ తిప్పించు కుంటావా? అని ప్రశ్నించిన రైతుపై ఓ వీఆర్వో చేయిచేసుకున్నాడు. ఈ ఘటన ఖమ్మం జిల్లా కారేపల్లి మండల కేంద్రంలో శనివారం జరిగింది. బాధితుడి కథనం మేరకు... మండలంలోని మాదారం గ్రామానికి చెందిన రైతు గగులోతు మన్సూర్‌కు పది ఎకరాల పొలం ఉంది. దానికి పట్టాదారు పాస్‌పుస్తకం కావాలని అతడు దరఖాస్తు చేసుకున్నాడు. పాస్‌పుస్తకాలు ఇచ్చేందుకు గాను వీఆర్వో సురేందర్ రైతు నుంచి xyxy=(503,1024,817,1128)
headline: వినాయక విగ్రహానికి వినతిపత్రం xyxy=(543,1367,1105,1423)
article xyxy=(4,887,485,1010)
ganesh-idol-photo xyxy=(503,1574,811,1889)
headline: మత్తులేక ఐదుగురు బలవన్మరణం xyxy=(536,708,1112,761)
dateline: వనపర్తి (జనంసాక్షి): xyxy=(503,1216,589,1229)
article-text: నూతన విద్యావిధానంపై ఉపాధ్యాయులు దృష్టి పెట్టాలని ఎంఈవో అనసూయదేవి అన్నారు. శనివారం అచ్చంపేట మండల వనరుల కేంద్రంలో ప్రాథమిక, ప్రాథమికోన్నత, ఉన్నత పాఠశాలల ప్రధానోపాధ్యాయులకు ప్రత్యేక సమావేశం నిర్వహించారు. ఈ సందర్భంగా ఆమె మాట్లాడుతూ కొత్త పద్ధతులతో విద్యార్థులకు బోధన చేసే విధంగా ప్రణాళికలు తయారు చేయాలన్నారు. ఈ సమావేశంలో హెచ్‌ఎంలు వెంకటరెడ్డి, తిరుపతయ్య, పాల్గొన్నారు. xyxy=(4,825,485,883)
article-text: ఆస్పత్రిలో చికిత్స పొందుతూ శుక్రవారం చనిపోయాడు. బాన్సు వాడకు చెందిన ఉప్పరి సోమ య్య(47) దాల్‌మల్‌గుట్టలో గాలిం చగా చెట్టుకు ఉరేసుకుని ఉన్నా డు. నిజాంసాగర్ మండల కేంద్రా నికి చెందిన పసుల కిష్టయ్య(48) మూడు రోజుల నుంచి కల్లు దొర కృపోవడంతో అనారోగ్యానికి గురై య్యాడు. ఎల్లారెడ్డి ప్రభుత్వ ఆస్ప త్రికి తరలించగా చికిత్సపొందుతూ శుక్రవారం మృతి చెం దాడు.గద్వాల ఏరియా ఆసుపత్రిలో శుక్రవా రం ఐదుగురు కల్తీకల్లు బాధితులు చేరారు. వీరందరూ కృత్రిమ కలు కు అల వాటు పడ్డారు. ఇటీవల ఈ ప్రాంతంలోని కల్తీకల్లు దుకా ణాలు మూతపడ్డాయి. దీంతో ఇప్పుడు మందులేని కల్లు తాగుతు న్నారు. వారికి అందులో మత్తు సరిపోకపోవడంతో వింతగా ప్రవర్తి స్తున్నారు. xyxy=(831,769,1146,917)
article-text: 22న భైంసాలోని వేదం పాఠశాలలో 17 ఏళ్లలోపు బాలబాలికలకు జిల్లాస్థాయి ఎంపిక పో టీలు నిర్వ హిస్తున్నట్లు జిల్లా పాఠశాల క్రీడాసమాఖ్య నిర్వాహక కార్య దర్శి కె. సుభాష్ పేర్కొన్నారు. ఆసక్తిగల విద్యార్థులు పోటీలకు ముం దే పో టీల కన్వీనర్ శ్రీనివాస్‌రెడ్డి, వ్యాయామ ఉపాధ్యాయుడు సునీ ల్‌కు తమతమ అర్హత ధ్రువీకరణ పత్రాలు అందించాలని సూచిం చారు. xyxy=(1158,1103,1480,1176)
snake-photo xyxy=(831,1215,1146,1364)
dateline: చిలుకూరు, (జనంసాక్షి): xyxy=(4,1632,106,1645)
article-text: నడిగూడెం మండలం సిరిపురంలో మద్యపానాన్ని నిషేధిస్తూ గ్రామస్థులు శనివారం ఏకగ్రీవంగా తీర్మానించారు. ఇక నుంచి గ్రామంలో నాటు సారా తయారీ విక్రయాలు చేపట్టమంటూ కోదాడ ఎక్సైజ్ సీఐ మల్లయ్య ఆధ్వర్యంలో గ్రామస్థులు ప్రతిజ్ఞ చేశారు. ఈ సందర్భంగా గ్రామంలో ర్యాలీ నిర్వహించారు. కార్యక్రమంలో గ్రామస్థులు, స్థానిక ఎస్సై కిరణ్ కుమార్, తదితరులు పాల్గొన్నారు. xyxy=(4,1298,485,1357)
headline: భక్తిశ్రద్ధలతో వినాయక నిమజ్జనం xyxy=(85,584,404,616)
dateline: సంగారెడ్డి, (జనంసాక్షి): xyxy=(503,1896,601,1909)
article xyxy=(503,1151,1146,1365)
article-text: ఉన్నాయి. xyxy=(1158,199,1197,211)
article xyxy=(1158,1180,1480,1347)
headline: సిరిపురంలో సంపూర్ణ మద్యపాన నిషేధం xyxy=(46,1264,442,1295)
